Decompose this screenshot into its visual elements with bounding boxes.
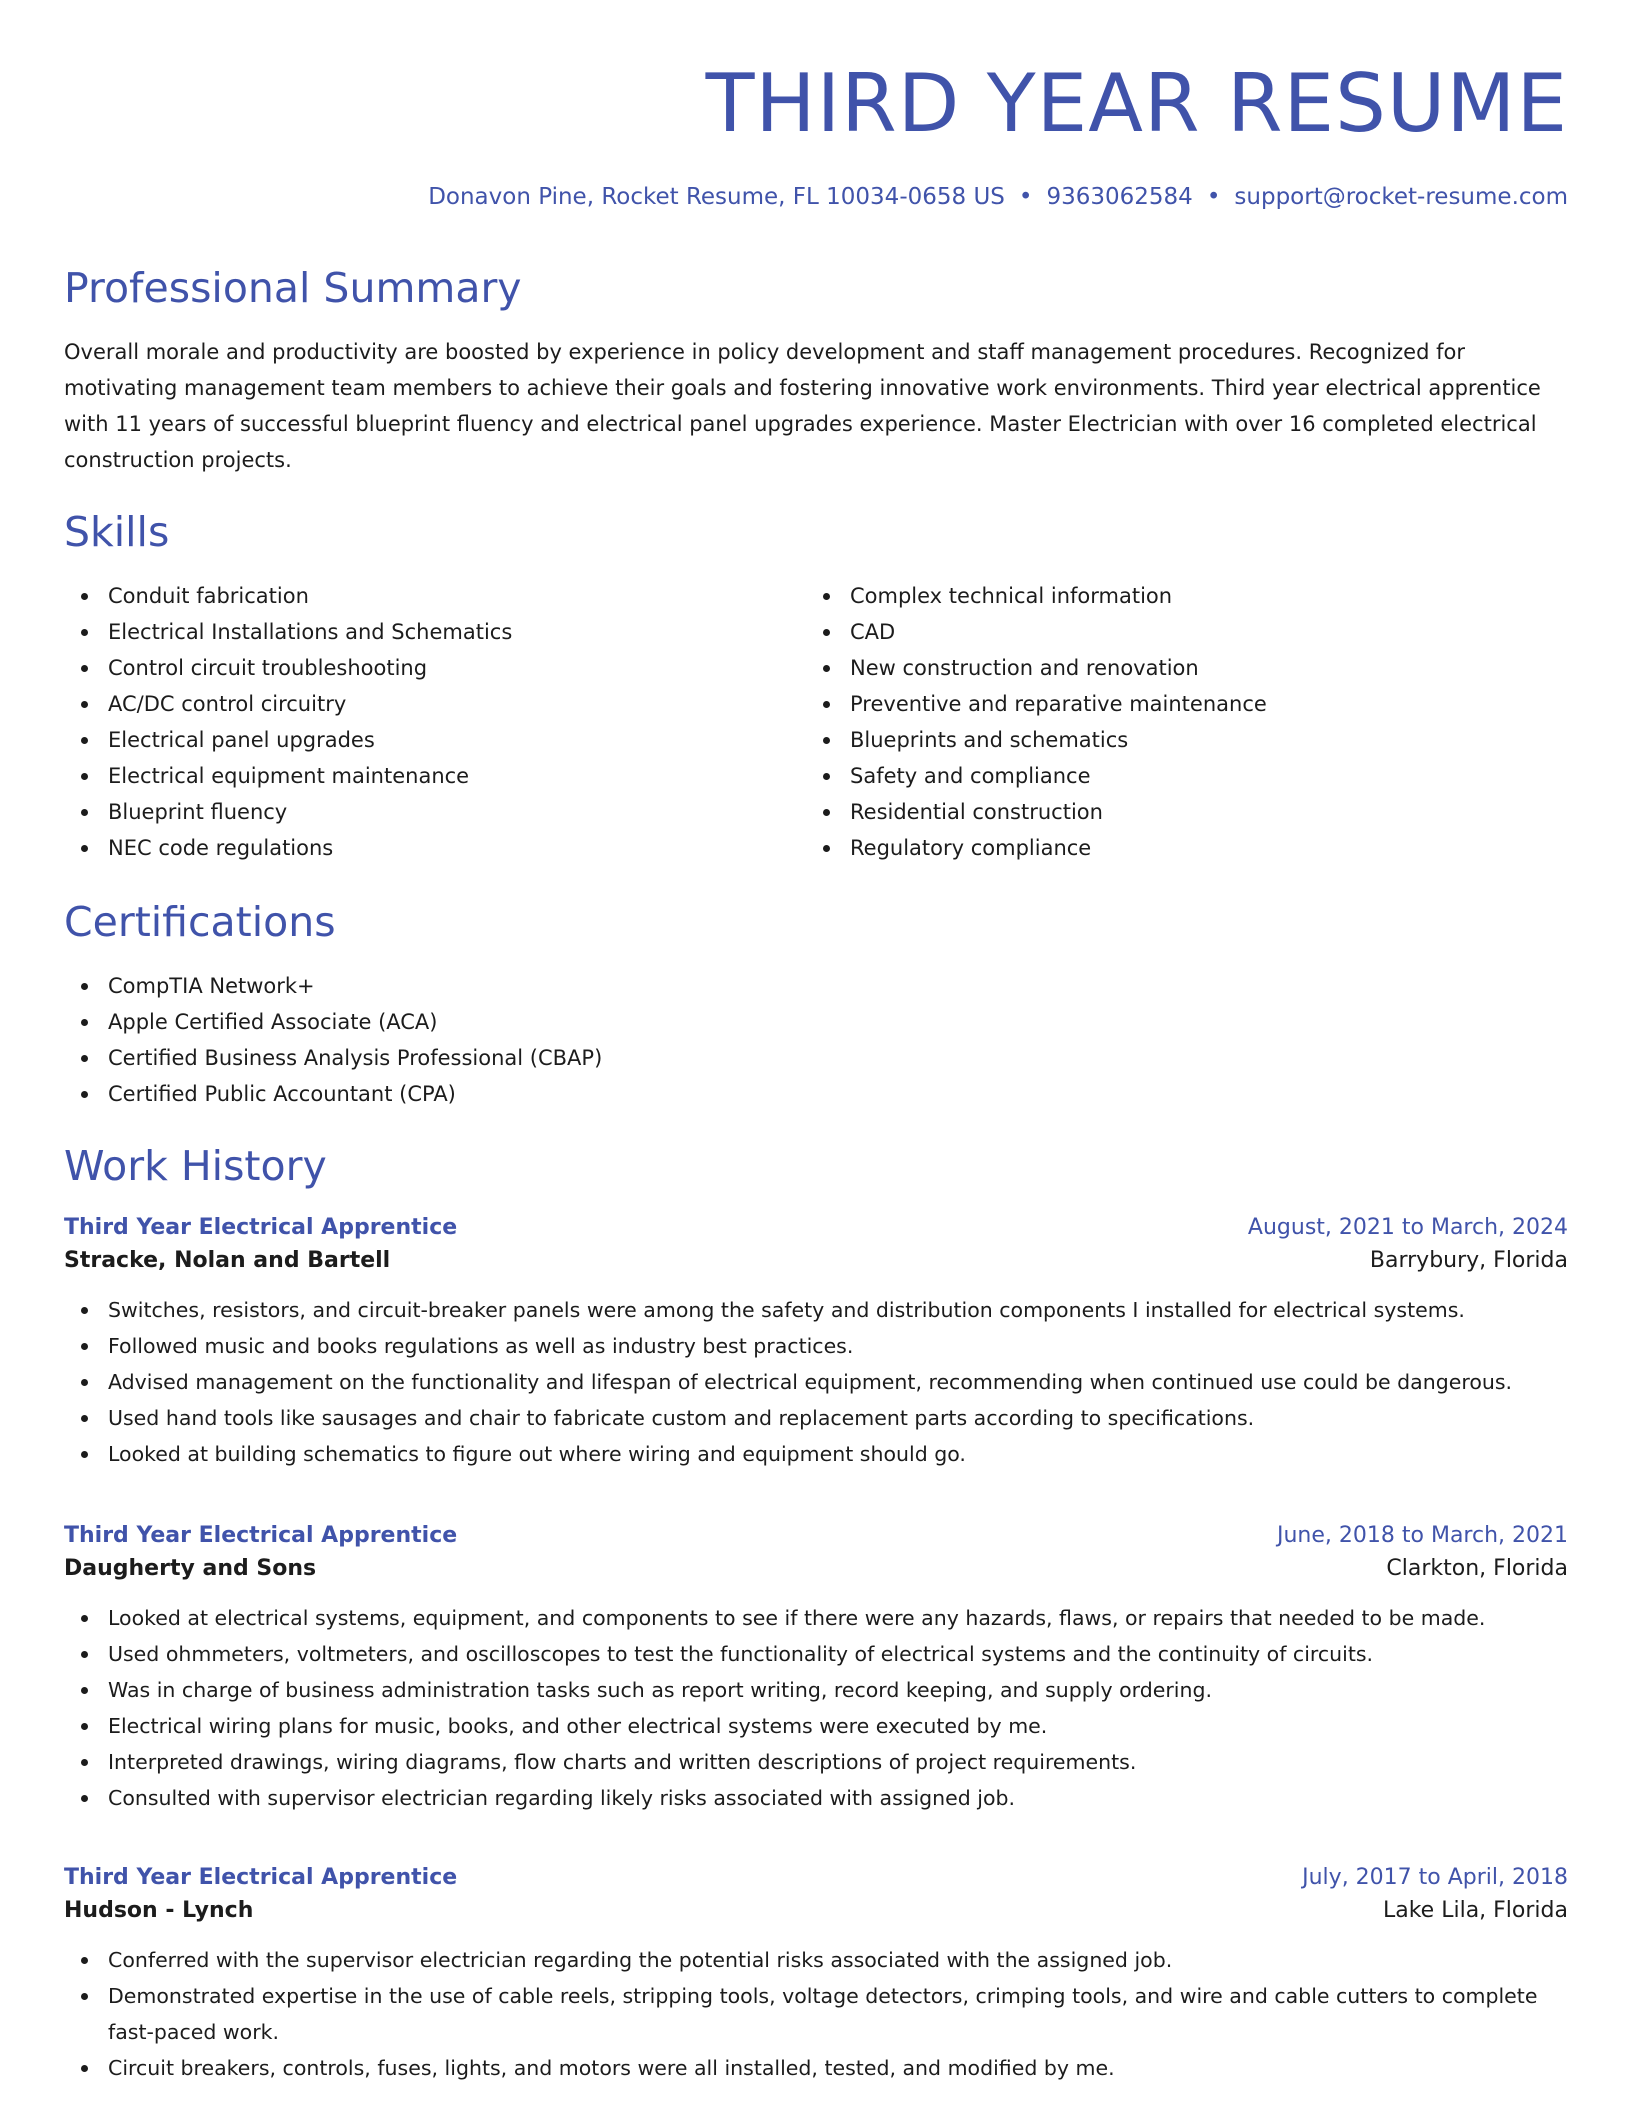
job-company: Stracke, Nolan and Bartell: [64, 1248, 391, 1273]
job-duties: [64, 1292, 1568, 1472]
skill-item: Conduit fabrication: [64, 578, 804, 614]
skills-heading: Skills: [64, 508, 170, 556]
job-company: Daugherty and Sons: [64, 1556, 317, 1581]
job-company-row: [64, 1894, 1568, 1928]
resume-header: [64, 0, 1568, 212]
job-entry: [64, 1212, 1568, 1472]
job-location: Lake Lila, Florida: [1382, 1898, 1568, 1923]
certification-item: CompTIA Network+: [64, 968, 1568, 1004]
contact-separator: •: [1018, 184, 1033, 210]
certifications-heading: Certifications: [64, 898, 336, 946]
skill-item: Blueprint fluency: [64, 794, 804, 830]
job-duties: [64, 1600, 1568, 1816]
work-history-heading: Work History: [64, 1142, 327, 1190]
job-duty: Followed music and books regulations as well as industry best practices.: [64, 1328, 1568, 1364]
job-duties: [64, 1942, 1568, 2086]
job-dates: July, 2017 to April, 2018: [1302, 1865, 1568, 1890]
contact-address: Donavon Pine, Rocket Resume, FL 10034-0658 US: [428, 184, 1005, 210]
job-duty: Looked at building schematics to figure out where wiring and equipment should go.: [64, 1436, 1568, 1472]
certification-item: Apple Certified Associate (ACA): [64, 1004, 1568, 1040]
job-location: Barrybury, Florida: [1369, 1248, 1568, 1273]
job-header-row: [64, 1212, 1568, 1244]
job-role: Third Year Electrical Apprentice: [64, 1215, 458, 1240]
job-duty: Electrical wiring plans for music, books, and other electrical systems were executed by me.: [64, 1708, 1568, 1744]
job-entry: [64, 1520, 1568, 1816]
certification-item: Certified Public Accountant (CPA): [64, 1076, 1568, 1112]
skill-item: New construction and renovation: [806, 650, 1546, 686]
job-header-row: [64, 1520, 1568, 1552]
job-role: Third Year Electrical Apprentice: [64, 1523, 458, 1548]
skill-item: Electrical equipment maintenance: [64, 758, 804, 794]
job-duty: Consulted with supervisor electrician regarding likely risks associated with assigned job.: [64, 1780, 1568, 1816]
skill-item: Safety and compliance: [806, 758, 1546, 794]
certification-item: Certified Business Analysis Professional (CBAP): [64, 1040, 1568, 1076]
skill-item: Control circuit troubleshooting: [64, 650, 804, 686]
job-dates: June, 2018 to March, 2021: [1277, 1523, 1568, 1548]
contact-line: [64, 182, 1568, 212]
job-duty: Conferred with the supervisor electrician regarding the potential risks associated with the assigned job.: [64, 1942, 1568, 1978]
job-company: Hudson - Lynch: [64, 1898, 254, 1923]
skill-item: NEC code regulations: [64, 830, 804, 866]
skill-item: Residential construction: [806, 794, 1546, 830]
summary-text: Overall morale and productivity are boosted by experience in policy development and staff management procedures. Recognized for motivating management team members to achieve their goals and fostering innovative work environments. Third year electrical apprentice with 11 years of successful blueprint fluency and electrical panel upgrades experience. Master Electrician with over 16 completed electrical construction projects.: [64, 340, 1541, 472]
job-header-row: [64, 1862, 1568, 1894]
job-company-row: [64, 1244, 1568, 1278]
job-role: Third Year Electrical Apprentice: [64, 1865, 458, 1890]
job-duty: Demonstrated expertise in the use of cable reels, stripping tools, voltage detectors, crimping tools, and wire and cable cutters to complete fast-paced work.: [64, 1978, 1568, 2050]
skills-list-left: [64, 578, 804, 866]
skill-item: CAD: [806, 614, 1546, 650]
skill-item: Regulatory compliance: [806, 830, 1546, 866]
job-duty: Switches, resistors, and circuit-breaker panels were among the safety and distribution components I installed for electrical systems.: [64, 1292, 1568, 1328]
job-entry: [64, 1862, 1568, 2086]
skill-item: Electrical Installations and Schematics: [64, 614, 804, 650]
job-duty: Looked at electrical systems, equipment, and components to see if there were any hazards, flaws, or repairs that needed to be made.: [64, 1600, 1568, 1636]
job-company-row: [64, 1552, 1568, 1586]
resume-page: [64, 0, 1568, 2080]
job-duty: Was in charge of business administration tasks such as report writing, record keeping, and supply ordering.: [64, 1672, 1568, 1708]
skill-item: Electrical panel upgrades: [64, 722, 804, 758]
contact-separator: •: [1206, 184, 1221, 210]
job-duty: Advised management on the functionality and lifespan of electrical equipment, recommending when continued use could be dangerous.: [64, 1364, 1568, 1400]
skill-item: AC/DC control circuitry: [64, 686, 804, 722]
certifications-list: [64, 968, 1568, 1112]
job-duty: Interpreted drawings, wiring diagrams, flow charts and written descriptions of project requirements.: [64, 1744, 1568, 1780]
skill-item: Complex technical information: [806, 578, 1546, 614]
summary-heading: Professional Summary: [64, 264, 522, 312]
job-duty: Used ohmmeters, voltmeters, and oscilloscopes to test the functionality of electrical systems and the continuity of circuits.: [64, 1636, 1568, 1672]
job-duty: Used hand tools like sausages and chair to fabricate custom and replacement parts according to specifications.: [64, 1400, 1568, 1436]
skill-item: Blueprints and schematics: [806, 722, 1546, 758]
job-duty: Circuit breakers, controls, fuses, lights, and motors were all installed, tested, and modified by me.: [64, 2050, 1568, 2086]
contact-phone: 9363062584: [1046, 184, 1193, 210]
skill-item: Preventive and reparative maintenance: [806, 686, 1546, 722]
resume-title: THIRD YEAR RESUME: [705, 57, 1568, 150]
job-dates: August, 2021 to March, 2024: [1247, 1215, 1568, 1240]
skills-list-right: [806, 578, 1546, 866]
contact-email[interactable]: support@rocket-resume.com: [1234, 184, 1568, 210]
job-location: Clarkton, Florida: [1386, 1556, 1568, 1581]
